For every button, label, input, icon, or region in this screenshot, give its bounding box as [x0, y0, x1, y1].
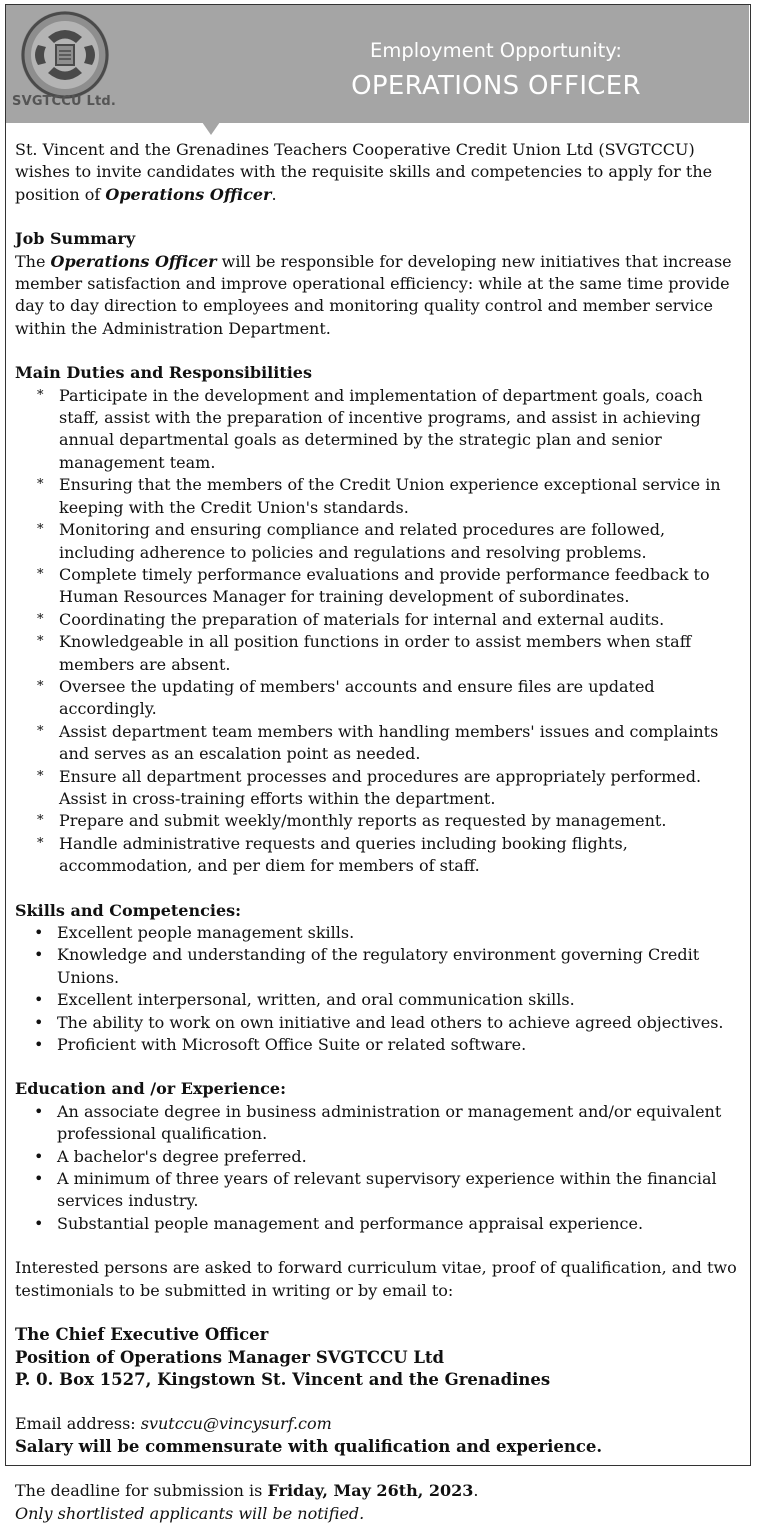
skill-item-text: The ability to work on own initiative and lead others to achieve agreed objectives.	[57, 1012, 724, 1032]
education-item-text: A bachelor's degree preferred.	[57, 1146, 307, 1166]
education-item	[15, 1213, 745, 1235]
bullet-marker: •	[34, 1101, 44, 1121]
bullet-marker: •	[34, 1035, 44, 1055]
duties-heading: Main Duties and Responsibilities	[15, 363, 312, 383]
skill-item	[15, 944, 745, 989]
education-item-text: A minimum of three years of relevant supervisory experience within the financial services industry.	[57, 1169, 717, 1211]
duty-item-text: Complete timely performance evaluations and provide performance feedback to Human Resources Manager for training development of subordinates.	[59, 564, 710, 607]
skill-item-text: Excellent people management skills.	[57, 923, 355, 942]
education-item	[15, 1168, 745, 1213]
duty-item	[15, 810, 745, 832]
duty-item	[15, 631, 745, 676]
banner-pointer	[202, 122, 220, 135]
skill-item	[15, 1012, 745, 1034]
deadline-line: The deadline for submission is Friday, May 26th, 2023.	[15, 1481, 479, 1501]
duty-item	[15, 564, 745, 609]
skill-item-text: Excellent interpersonal, written, and oral communication skills.	[57, 990, 575, 1010]
education-item-text: An associate degree in business administration or management and/or equivalent professional qualification.	[57, 1101, 722, 1144]
duty-item-text: Participate in the development and implementation of department goals, coach staff, assist with the preparation of incentive programs, and assist in achieving annual departmental goals as determined by the strategic plan and senior management team.	[59, 385, 703, 472]
intro-paragraph: St. Vincent and the Grenadines Teachers Cooperative Credit Union Ltd (SVGTCCU) wishes to invite candidates with the requisite skills and competencies to apply for the position of Operations Officer.	[15, 140, 713, 204]
duties-list	[15, 385, 745, 878]
bullet-marker: *	[37, 522, 44, 538]
skill-item	[15, 989, 745, 1011]
duty-item-text: Oversee the updating of members' accounts and ensure files are updated accordingly.	[59, 676, 655, 719]
bullet-marker: •	[34, 923, 44, 942]
job-summary-text: The Operations Officer will be responsible for developing new initiatives that increase member satisfaction and improve operational efficiency: while at the same time provide day to day direction to employees and monitoring quality control and member service within the Administration Department.	[15, 251, 732, 338]
education-list	[15, 1101, 745, 1235]
bullet-marker: *	[37, 611, 44, 627]
bullet-marker: *	[37, 813, 44, 829]
summary-position: Operations Officer	[50, 251, 217, 271]
duty-item-text: Ensuring that the members of the Credit Union experience exceptional service in keeping with the Credit Union's standards.	[59, 475, 721, 517]
header-banner	[6, 5, 749, 123]
duty-item-text: Prepare and submit weekly/monthly reports as requested by management.	[59, 811, 667, 831]
application-instructions: Interested persons are asked to forward curriculum vitae, proof of qualification, and two testimonials to be submitted in writing or by email to:	[15, 1258, 737, 1300]
skills-list	[15, 922, 745, 1056]
logo-text: SVGTCCU Ltd.	[12, 94, 117, 109]
duty-item	[15, 721, 745, 766]
duty-item-text: Assist department team members with handling members' issues and complaints and serves as an escalation point as needed.	[59, 721, 719, 764]
email-line	[15, 1413, 745, 1435]
duty-item	[15, 833, 745, 878]
advertisement-frame	[5, 4, 751, 1523]
bullet-marker: •	[34, 1146, 44, 1166]
duty-item-text: Coordinating the preparation of materials for internal and external audits.	[59, 609, 665, 629]
intro-position: Operations Officer	[105, 184, 272, 204]
duty-item	[15, 474, 745, 519]
duty-item-text: Monitoring and ensuring compliance and related procedures are followed, including adherence to policies and regulations and resolving problems.	[59, 520, 666, 562]
duty-item	[15, 609, 745, 631]
deadline-date: Friday, May 26th, 2023	[267, 1481, 474, 1501]
bullet-marker: •	[34, 945, 44, 965]
bullet-marker: •	[34, 1213, 44, 1233]
header-subtitle: Employment Opportunity:	[370, 39, 622, 62]
education-item-text: Substantial people management and performance appraisal experience.	[57, 1213, 644, 1233]
bullet-marker: *	[37, 835, 44, 851]
duty-item-text: Ensure all department processes and procedures are appropriately performed. Assist in cross-training efforts within the department.	[59, 766, 702, 808]
bullet-marker: •	[34, 990, 44, 1010]
contact-address: P. 0. Box 1527, Kingstown St. Vincent and the Grenadines	[15, 1369, 551, 1389]
bullet-marker: *	[37, 768, 44, 784]
job-summary-heading: Job Summary	[15, 229, 136, 249]
header-title: OPERATIONS OFFICER	[351, 71, 641, 101]
education-item	[15, 1146, 745, 1168]
duty-item	[15, 676, 745, 721]
email-label: Email address:	[15, 1414, 141, 1434]
email-link[interactable]: svutccu@vincysurf.com	[140, 1414, 332, 1434]
bullet-marker: *	[37, 477, 44, 493]
contact-recipient: The Chief Executive Officer	[15, 1325, 269, 1345]
skill-item	[15, 922, 745, 944]
bullet-marker: •	[34, 1012, 44, 1032]
bullet-marker: *	[37, 387, 44, 403]
duty-item-text: Knowledgeable in all position functions in order to assist members when staff members are absent.	[59, 632, 692, 674]
contact-position: Position of Operations Manager SVGTCCU Ltd	[15, 1347, 445, 1367]
bullet-marker: *	[37, 678, 44, 694]
bullet-marker: •	[34, 1169, 44, 1189]
skills-heading: Skills and Competencies:	[15, 900, 242, 920]
education-heading: Education and /or Experience:	[15, 1079, 286, 1099]
duty-item	[15, 519, 745, 564]
skill-item-text: Proficient with Microsoft Office Suite or related software.	[57, 1035, 527, 1055]
bullet-marker: *	[37, 723, 44, 739]
duty-item	[15, 766, 745, 811]
ad-body	[15, 139, 745, 1525]
shortlist-note: Only shortlisted applicants will be notified.	[15, 1503, 365, 1523]
salary-note: Salary will be commensurate with qualification and experience.	[15, 1436, 603, 1456]
duty-item-text: Handle administrative requests and queries including booking flights, accommodation, and per diem for members of staff.	[59, 833, 628, 876]
bullet-marker: *	[37, 566, 44, 582]
bullet-marker: *	[37, 634, 44, 650]
skill-item-text: Knowledge and understanding of the regulatory environment governing Credit Unions.	[57, 945, 700, 987]
duty-item	[15, 385, 745, 475]
skill-item	[15, 1034, 745, 1056]
education-item	[15, 1101, 745, 1146]
